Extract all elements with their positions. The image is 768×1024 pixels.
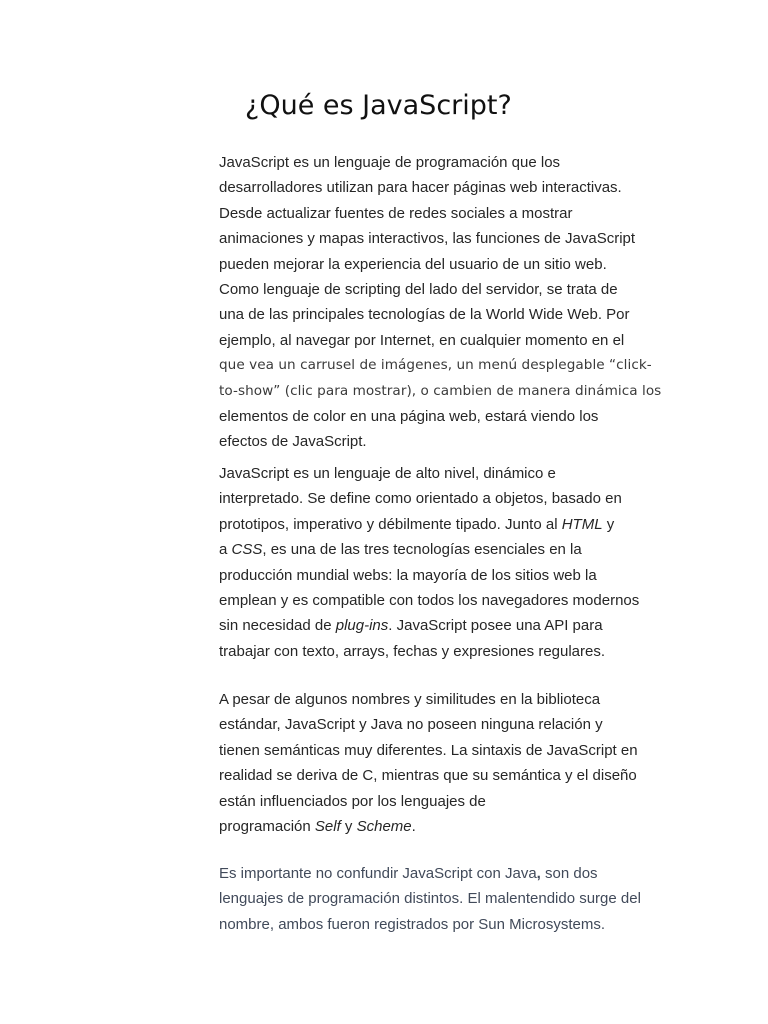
text-line: lenguajes de programación distintos. El malentendido surge del <box>219 890 641 908</box>
text-line: elementos de color en una página web, estará viendo los <box>219 407 599 425</box>
text-line <box>219 512 664 537</box>
text-run: programación <box>219 817 315 835</box>
text-line: realidad se deriva de C, mientras que su semántica y el diseño <box>219 767 637 785</box>
text-run: , es una de las tres tecnologías esenciales en la <box>262 541 582 559</box>
text-line: A pesar de algunos nombres y similitudes en la biblioteca <box>219 691 601 708</box>
scheme-term: Scheme <box>356 817 412 835</box>
bold-comma: , <box>536 865 541 882</box>
text-line: que vea un carrusel de imágenes, un menú desplegable “click- <box>219 357 652 374</box>
text-line <box>219 861 664 886</box>
text-run: y <box>602 515 615 533</box>
plug-ins-term: plug-ins <box>335 617 389 635</box>
text-line: efectos de JavaScript. <box>219 433 367 451</box>
paragraph-definition <box>219 461 664 664</box>
page-title: ¿Qué es JavaScript? <box>245 90 512 121</box>
css-term: CSS <box>231 541 263 559</box>
text-run: son dos <box>540 865 598 882</box>
text-line: nombre, ambos fueron registrados por Sun Microsystems. <box>219 915 605 933</box>
text-line: Como lenguaje de scripting del lado del servidor, se trata de <box>219 280 618 298</box>
text-line <box>219 814 664 839</box>
text-line: producción mundial webs: la mayoría de los sitios web la <box>219 566 597 584</box>
text-run: Es importante no confundir JavaScript con Java <box>219 865 537 882</box>
text-line <box>219 613 664 638</box>
text-line: desarrolladores utilizan para hacer páginas web interactivas. <box>219 179 622 197</box>
text-line: tienen semánticas muy diferentes. La sintaxis de JavaScript en <box>219 741 638 759</box>
paragraph-intro <box>219 150 664 455</box>
text-line: ejemplo, al navegar por Internet, en cualquier momento en el <box>219 331 625 349</box>
text-line: estándar, JavaScript y Java no poseen ninguna relación y <box>219 716 603 734</box>
text-line: to-show” (clic para mostrar), o cambien de manera dinámica los <box>219 382 662 399</box>
text-line: JavaScript es un lenguaje de alto nivel, dinámico e <box>219 465 556 482</box>
text-line: emplean y es compatible con todos los navegadores modernos <box>219 591 640 609</box>
text-run: y <box>340 817 357 835</box>
paragraph-note <box>219 861 664 937</box>
text-line: trabajar con texto, arrays, fechas y expresiones regulares. <box>219 642 606 660</box>
self-term: Self <box>314 817 341 835</box>
text-line <box>219 537 664 562</box>
text-run: . <box>411 817 416 835</box>
text-run: a <box>219 541 232 559</box>
text-line: están influenciados por los lenguajes de <box>219 792 486 810</box>
text-run: prototipos, imperativo y débilmente tipado. Junto al <box>219 515 562 533</box>
text-line: animaciones y mapas interactivos, las funciones de JavaScript <box>219 230 636 248</box>
text-line: JavaScript es un lenguaje de programación que los <box>219 154 561 171</box>
text-run: sin necesidad de <box>219 617 336 635</box>
text-line: pueden mejorar la experiencia del usuario de un sitio web. <box>219 255 607 273</box>
text-run: . JavaScript posee una API para <box>388 617 603 635</box>
text-line: una de las principales tecnologías de la World Wide Web. Por <box>219 306 630 324</box>
text-line: interpretado. Se define como orientado a objetos, basado en <box>219 490 622 508</box>
text-line: Desde actualizar fuentes de redes sociales a mostrar <box>219 204 573 222</box>
paragraph-java-comparison <box>219 687 664 839</box>
html-term: HTML <box>561 515 603 533</box>
